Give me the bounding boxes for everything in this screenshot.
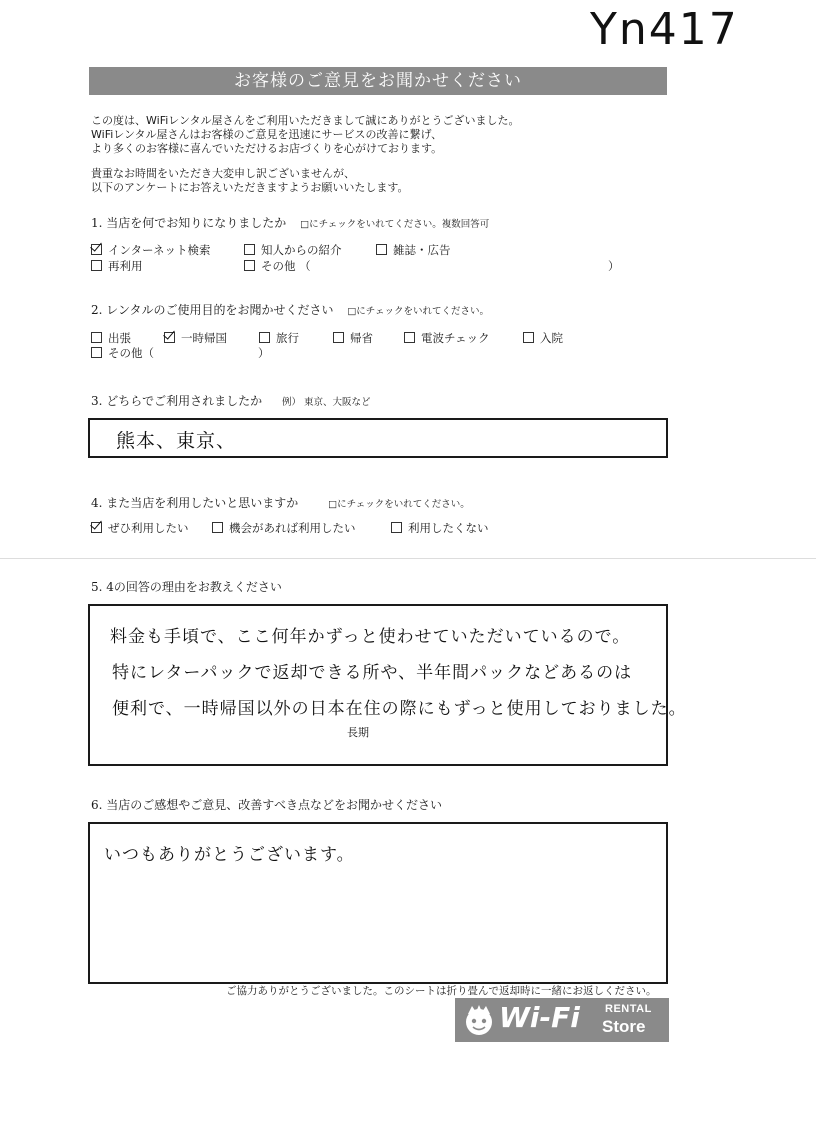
q5-answer-line: 便利で、一時帰国以外の日本在住の際にもずっと使用しておりました。 <box>112 699 687 719</box>
checkbox[interactable] <box>523 332 534 343</box>
checkbox[interactable] <box>376 244 387 255</box>
question-note: □にチェックをいれてください。 <box>328 499 470 510</box>
q5-answer-box[interactable] <box>88 604 687 766</box>
logo-store-text: Store <box>602 1017 646 1036</box>
checkbox[interactable] <box>391 522 402 533</box>
question-4 <box>91 494 470 511</box>
q2-option-return-home[interactable]: 一時帰国 <box>164 330 227 346</box>
checkbox[interactable] <box>244 260 255 271</box>
q2-option-hospital[interactable]: 入院 <box>523 330 563 346</box>
q3-answer-text: 熊本、東京、 <box>116 430 237 452</box>
mascot-icon <box>461 1002 497 1038</box>
checkbox-checked[interactable] <box>164 332 175 343</box>
q5-answer-line: 特にレターパックで返却できる所や、半年間パックなどあるのは <box>112 663 633 683</box>
logo-wifi-text: Wi-Fi <box>499 1001 580 1034</box>
question-note: 例） 東京、大阪など <box>281 397 371 408</box>
q1-option-magazine[interactable]: 雑誌・広告 <box>376 242 451 258</box>
question-6 <box>91 796 442 813</box>
footer-thanks: ご協力ありがとうございました。このシートは折り畳んで返却時に一緒にお返しください。 <box>226 985 657 997</box>
intro-line: WiFiレンタル屋さんはお客様のご意見を迅速にサービスの改善に繋げ、 <box>91 128 443 141</box>
q4-option-definitely[interactable]: ぜひ利用したい <box>91 520 189 536</box>
q1-other-close: ） <box>608 259 620 273</box>
question-note: □にチェックをいれてください。複数回答可 <box>300 219 490 230</box>
handwritten-id: Yn417 <box>590 4 739 55</box>
checkbox-checked[interactable] <box>91 522 102 533</box>
checkbox[interactable] <box>91 332 102 343</box>
question-note: □にチェックをいれてください。 <box>347 306 490 317</box>
checkbox[interactable] <box>91 260 102 271</box>
checkbox[interactable] <box>212 522 223 533</box>
checkbox[interactable] <box>259 332 270 343</box>
question-1 <box>91 214 489 231</box>
question-label: 4. また当店を利用したいと思いますか <box>91 496 299 510</box>
q2-option-travel[interactable]: 旅行 <box>259 330 299 346</box>
q2-other-close: ） <box>258 346 270 360</box>
store-logo <box>455 998 669 1042</box>
q6-answer-text: いつもありがとうございます。 <box>104 845 355 865</box>
question-label: 6. 当店のご感想やご意見、改善すべき点などをお聞かせください <box>91 798 443 812</box>
q1-option-referral[interactable]: 知人からの紹介 <box>244 242 342 258</box>
question-3 <box>91 392 371 409</box>
question-2 <box>91 301 489 318</box>
intro-line: 以下のアンケートにお答えいただきますようお願いいたします。 <box>91 181 409 194</box>
q6-answer-box[interactable] <box>88 822 668 984</box>
checkbox[interactable] <box>244 244 255 255</box>
q1-option-reuse[interactable]: 再利用 <box>91 258 143 274</box>
fold-line <box>0 558 816 559</box>
question-label: 5. 4の回答の理由をお教えください <box>91 580 282 594</box>
question-5 <box>91 578 282 595</box>
q4-option-maybe[interactable]: 機会があれば利用したい <box>212 520 356 536</box>
checkbox-checked[interactable] <box>91 244 102 255</box>
intro-line: 貴重なお時間をいただき大変申し訳ございませんが、 <box>91 167 355 180</box>
page-title: お客様のご意見をお聞かせください <box>89 67 667 95</box>
q3-answer-box[interactable] <box>88 418 668 458</box>
question-label: 3. どちらでご利用されましたか <box>91 394 263 408</box>
q1-option-other[interactable]: その他 （ <box>244 258 311 274</box>
checkbox[interactable] <box>404 332 415 343</box>
question-label: 1. 当店を何でお知りになりましたか <box>91 216 287 230</box>
q2-option-business[interactable]: 出張 <box>91 330 131 346</box>
q5-answer-insertion: 長期 <box>347 726 369 739</box>
intro-line: この度は、WiFiレンタル屋さんをご利用いただきまして誠にありがとうございました。 <box>91 114 520 127</box>
q2-option-other[interactable]: その他（ <box>91 345 154 361</box>
question-label: 2. レンタルのご使用目的をお聞かせください <box>91 303 334 317</box>
intro-text <box>91 114 520 195</box>
q2-option-visit-home[interactable]: 帰省 <box>333 330 373 346</box>
intro-line: より多くのお客様に喜んでいただけるお店づくりを心がけております。 <box>91 142 443 155</box>
q2-option-signal-check[interactable]: 電波チェック <box>404 330 490 346</box>
q1-option-internet[interactable]: インターネット検索 <box>91 242 210 258</box>
logo-rental-text: RENTAL <box>605 1003 652 1015</box>
q4-option-no[interactable]: 利用したくない <box>391 520 489 536</box>
checkbox[interactable] <box>91 347 102 358</box>
checkbox[interactable] <box>333 332 344 343</box>
q5-answer-line: 料金も手頃で、ここ何年かずっと使わせていただいているので。 <box>110 627 631 647</box>
